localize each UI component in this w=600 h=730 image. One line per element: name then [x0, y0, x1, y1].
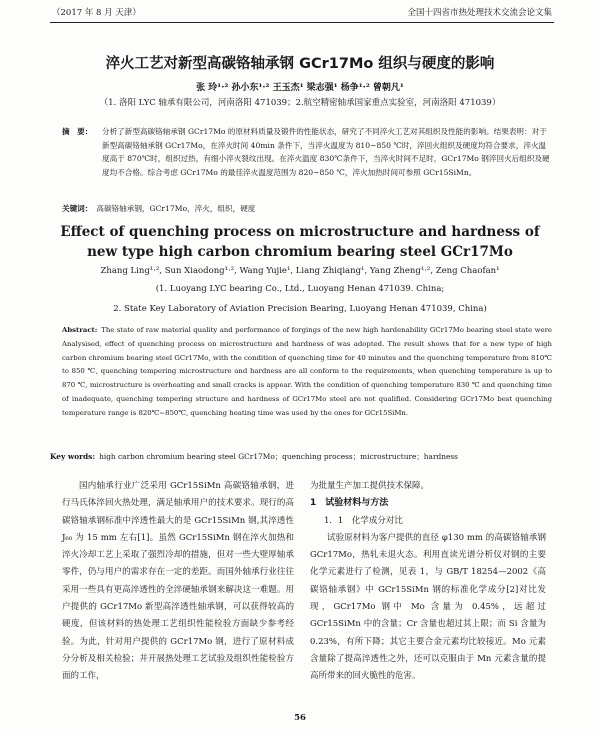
affiliation-english-line1: (1. Luoyang LYC bearing Co., Ltd., Luoyang Henan 471039. China; [155, 284, 445, 294]
abstract-chinese-text: 分析了新型高碳铬轴承钢 GCr17Mo 的原材料质量及锻件的性能状态，研究了不同淬火工艺对其组织及性能的影响。结果表明：对于新型高碳铬轴承钢 GCr17Mo，在淬火时间 40min 条件下，当淬火温度为 810~850 ℃时，淬回火组织及硬度均符合要求，淬火温度高于 870℃时，组织过热，有细小淬火裂纹出现。在淬火温度 830℃条件下，当淬火时间不足时，GCr17Mo 钢淬回火后组织及硬度均不合格。综合考虑 GCr17Mo 的最佳淬火温度范围为 820~850 ℃，淬火加热时间可参照 GCr15SiMn。 [102, 127, 550, 177]
section-heading: 1 试验材料与方法 [310, 498, 389, 509]
abstract-english-label: Abstract: [62, 326, 98, 334]
page-number: 56 [294, 713, 306, 723]
keywords-english [50, 451, 560, 462]
keywords-chinese [62, 203, 552, 214]
body-right-column [310, 478, 546, 686]
abstract-english-text: The state of raw material quality and performance of forgings of the new high hardenability GCr17Mo bearing steel state were Analysised, effect of quenching process on microstructure and hardness of was adopted. The result shows that for a new type of high carbon chromium bearing steel GCr17Mo, with the condition of quenching time for 40 minutes and the quenching temperature from 810℃ to 850 ℃, quenching tempering microstructure and hardness are all conform to the requirements, when quenching temperature is up to 870 ℃, microstructure is overheating and small cracks is appear. With the condition of quenching temperature 830 ℃ and quenching time of inadequate, quenching tempering structure and hardness of GCr17Mo steel are not qualified. Considering GCr17Mo best quenching temperature range is 820℃~850℃, quenching heating time was used by the ones for GCr15SiMn. [62, 326, 552, 417]
materials-paragraph: 试验原材料为客户提供的直径 φ130 mm 的高碳铬轴承钢 GCr17Mo，热轧未退火态。利用直读光谱分析仪对钢的主要化学元素进行了检测，见表 1，与 GB/T 18254—2002《高碳铬轴承钢》中 GCr15SiMn 钢的标准化学成分[2]对比发现，GCr17Mo 钢中 Mo 含量为 0.45%，远超过 GCr15SiMn 中的含量；Cr 含量也超过其上限；而 Si 含量为 0.23%，有所下降；其它主要合金元素均比较接近。Mo 元素含量除了提高淬透性之外，还可以克服由于 Mn 元素含量的提高所带来的回火脆性的危害。 [310, 532, 546, 682]
header-right: 全国十四省市热处理技术交流会论文集 [407, 8, 552, 18]
abstract-chinese [62, 125, 552, 179]
affiliation-chinese: （1. 洛阳 LYC 轴承有限公司，河南洛阳 471039；2.航空精密轴承国家重点实验室，河南洛阳 471039） [99, 98, 501, 108]
keywords-chinese-label: 关键词： [62, 204, 93, 213]
authors-english: Zhang Ling¹·², Sun Xiaodong¹·², Wang Yujie¹, Liang Zhiqiang¹, Yang Zheng¹·², Zeng Chaofan¹ [100, 266, 500, 276]
title-chinese: 淬火工艺对新型高碳铬轴承钢 GCr17Mo 组织与硬度的影响 [105, 56, 495, 72]
title-english-line2: new type high carbon chromium bearing steel GCr17Mo [87, 244, 513, 260]
abstract-english [62, 324, 552, 421]
header-rule [50, 22, 554, 23]
intro-paragraph: 国内轴承行业广泛采用 GCr15SiMn 高碳铬轴承钢，进行马氏体淬回火热处理，满足轴承用户的技术要求。现行的高碳铬轴承钢标准中淬透性最大的是 GCr15SiMn 钢,其淬透性 J₆₀ 为 15 mm 左右[1]。虽然 GCr15SiMn 钢在淬火加热和淬火冷却工艺上采取了强烈冷却的措施，但对一些大壁厚轴承零件，仍与用户的需求存在一定的差距。而国外轴承行业往往采用一些具有更高淬透性的全淬硬轴承钢来解决这一难题。用户提供的 GCr17Mo 新型高淬透性轴承钢，可以获得较高的硬度，但该材料的热处理工艺组织性能检验方面缺少参考经验。为此，针对用户提供的 GCr17Mo 钢，进行了原材料成分分析及相关检验；并开展热处理工艺试验及组织性能检验方面的工作， [62, 481, 294, 682]
authors-chinese: 张 玲¹·² 孙小东¹·² 王玉杰¹ 梁志强¹ 杨争¹·² 曾朝凡¹ [196, 83, 404, 93]
keywords-english-label: Key words: [50, 452, 96, 461]
abstract-chinese-label: 摘 要： [62, 127, 93, 136]
keywords-chinese-text: 高碳铬轴承钢，GCr17Mo，淬火，组织，硬度 [96, 204, 256, 213]
subsection-heading: 1．1 化学成分对比 [324, 515, 403, 526]
keywords-english-text: high carbon chromium bearing steel GCr17Mo；quenching process；microstructure；hardness [99, 452, 458, 461]
title-english-line1: Effect of quenching process on microstructure and hardness of [60, 224, 540, 240]
body-left-column [62, 478, 294, 686]
header-left: （2017 年 8 月 天津） [52, 8, 141, 18]
title-english [0, 222, 600, 262]
intro-continuation: 为批量生产加工提供技术保障。 [310, 481, 430, 491]
affiliation-english-line2: 2. State Key Laboratory of Aviation Precision Bearing, Luoyang Henan 471039, China) [113, 304, 487, 314]
